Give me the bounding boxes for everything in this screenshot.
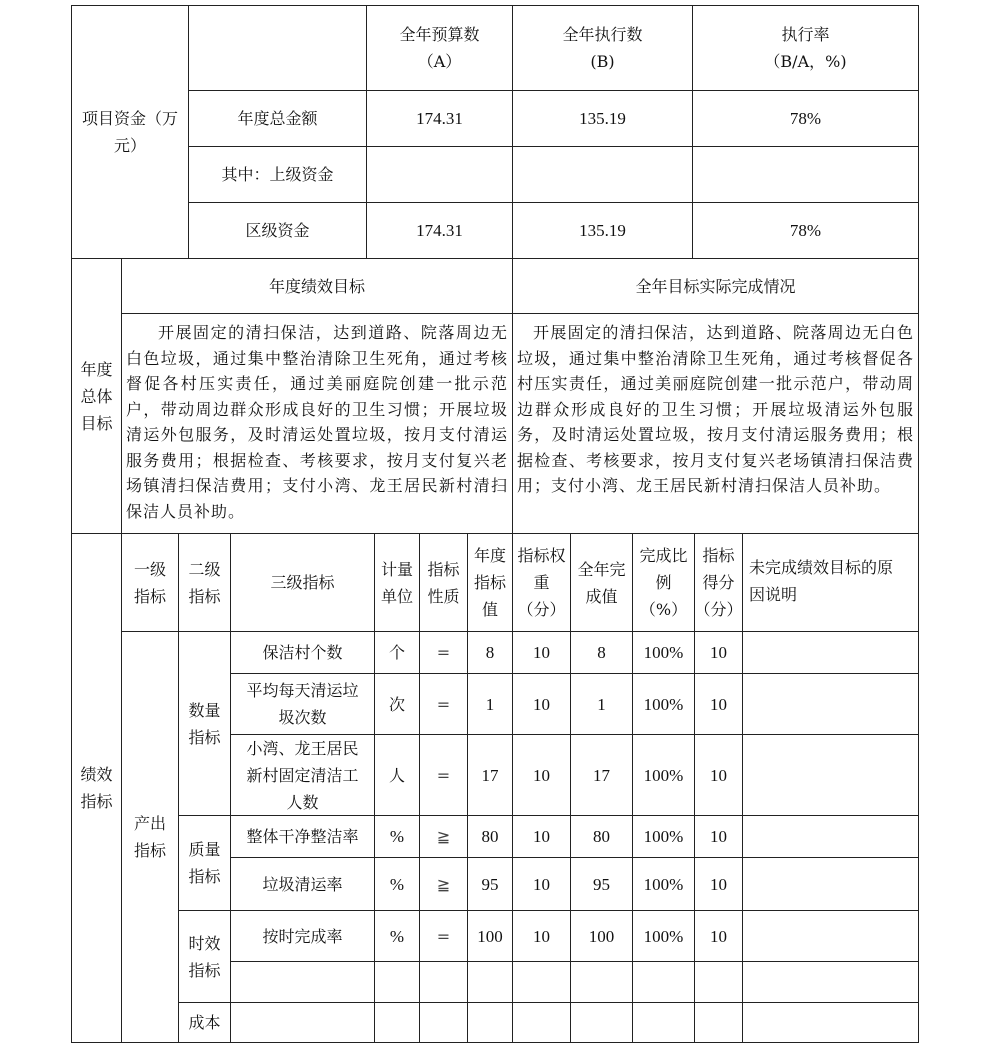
indicator-target: 80 bbox=[481, 827, 499, 846]
indicator-target: 17 bbox=[481, 765, 499, 785]
header-nature: 指标 性质 bbox=[427, 559, 460, 606]
indicator-unit: % bbox=[389, 926, 405, 946]
header-level1: 一级 指标 bbox=[133, 559, 166, 606]
level1-output: 产出 指标 bbox=[133, 814, 166, 860]
indicator-nature: ≧ bbox=[436, 827, 451, 846]
indicator-name: 保洁村个数 bbox=[262, 643, 343, 662]
indicator-nature: = bbox=[436, 926, 451, 946]
indicator-unit: % bbox=[389, 874, 405, 894]
indicator-nature: ≧ bbox=[436, 874, 451, 894]
funds-total-executed: 135.19 bbox=[579, 109, 626, 128]
header-budget: 全年预算数 （A） bbox=[399, 25, 480, 71]
indicator-score: 10 bbox=[710, 643, 727, 662]
header-level3: 三级指标 bbox=[270, 573, 335, 592]
indicator-ratio: 100% bbox=[643, 926, 684, 946]
indicator-weight: 10 bbox=[533, 926, 550, 946]
group-quality: 质量 指标 bbox=[188, 840, 221, 886]
header-target: 年度 指标 值 bbox=[473, 546, 506, 619]
indicator-actual: 80 bbox=[593, 827, 610, 846]
indicator-weight: 10 bbox=[533, 694, 550, 714]
indicator-score: 10 bbox=[710, 874, 727, 894]
group-timeliness: 时效 指标 bbox=[188, 933, 221, 980]
goals-target-text: 开展固定的清扫保洁，达到道路、院落周边无白色垃圾，通过集中整治清除卫生死角，通过考核督促各村压实责任，通过美丽庭院创建一批示范户，带动周边群众形成良好的卫生习惯；开展垃圾清运外包服务，及时清运处置垃圾，按月支付清运服务费用；根据检查、考核要求，按月支付复兴老场镇清扫保洁费用；支付小湾、龙王居民新村清扫保洁人员补助。 bbox=[126, 323, 508, 521]
header-executed: 全年执行数 (B) bbox=[562, 25, 643, 71]
goals-target-header: 年度绩效目标 bbox=[268, 276, 365, 296]
funds-total-budget: 174.31 bbox=[416, 109, 463, 128]
indicator-name: 按时完成率 bbox=[262, 926, 343, 946]
funds-district-budget: 174.31 bbox=[416, 221, 463, 240]
indicator-name: 小湾、龙王居民 新村固定清洁工 人数 bbox=[246, 738, 359, 812]
funds-row-label-superior: 其中：上级资金 bbox=[221, 165, 334, 184]
group-quantity: 数量 指标 bbox=[188, 700, 221, 747]
indicator-actual: 8 bbox=[597, 643, 606, 662]
indicator-score: 10 bbox=[710, 765, 727, 785]
indicator-target: 8 bbox=[485, 643, 495, 662]
funds-district-executed: 135.19 bbox=[579, 221, 626, 240]
indicator-unit: 个 bbox=[388, 643, 405, 662]
indicator-unit: % bbox=[389, 827, 405, 846]
header-actual: 全年完 成值 bbox=[577, 559, 626, 606]
indicator-target: 95 bbox=[481, 874, 499, 894]
indicator-weight: 10 bbox=[533, 827, 550, 846]
goals-actual-text: 开展固定的清扫保洁，达到道路、院落周边无白色垃圾，通过集中整治清除卫生死角，通过考核督促各村压实责任，通过美丽庭院创建一批示范户，带动周边群众形成良好的卫生习惯；开展垃圾清运外包服务，及时清运处置垃圾，按月支付清运服务费用；根据检查、考核要求，按月支付复兴老场镇清扫保洁费用；支付小湾、龙王居民新村清扫保洁人员补助。 bbox=[517, 323, 914, 495]
indicator-nature: = bbox=[436, 643, 451, 662]
funds-row-label: 项目资金（万 元） bbox=[81, 109, 178, 155]
indicator-target: 1 bbox=[485, 694, 495, 714]
header-level2: 二级 指标 bbox=[188, 559, 221, 606]
indicator-name: 垃圾清运率 bbox=[262, 874, 343, 894]
header-score: 指标 得分 （分） bbox=[694, 546, 743, 619]
group-cost: 成本 bbox=[188, 1013, 221, 1032]
goals-actual-header: 全年目标实际完成情况 bbox=[635, 276, 796, 296]
header-weight: 指标权 重 （分） bbox=[517, 546, 566, 619]
header-unit: 计量 单位 bbox=[380, 559, 413, 606]
indicator-actual: 1 bbox=[597, 694, 606, 714]
indicator-actual: 95 bbox=[593, 874, 610, 894]
funds-district-rate: 78% bbox=[789, 221, 822, 240]
indicator-nature: = bbox=[436, 765, 451, 785]
indicator-weight: 10 bbox=[533, 874, 550, 894]
header-rate: 执行率 （B/A，%) bbox=[764, 25, 847, 71]
indicator-score: 10 bbox=[710, 827, 727, 846]
indicator-unit: 次 bbox=[388, 694, 405, 714]
indicator-score: 10 bbox=[710, 926, 727, 946]
indicator-ratio: 100% bbox=[643, 765, 684, 785]
indicators-row-label: 绩效 指标 bbox=[80, 765, 113, 811]
header-ratio: 完成比 例 （%） bbox=[639, 546, 688, 619]
indicator-name: 整体干净整洁率 bbox=[246, 827, 359, 846]
funds-row-label-district: 区级资金 bbox=[245, 221, 310, 240]
funds-superior-rate bbox=[693, 147, 918, 202]
indicator-ratio: 100% bbox=[643, 874, 684, 894]
indicator-ratio: 100% bbox=[643, 827, 684, 846]
indicator-score: 10 bbox=[710, 694, 727, 714]
funds-row-label-total: 年度总金额 bbox=[237, 109, 318, 128]
funds-superior-executed bbox=[513, 147, 692, 202]
indicator-weight: 10 bbox=[533, 643, 550, 662]
indicator-nature: = bbox=[436, 694, 451, 714]
indicator-target: 100 bbox=[477, 926, 503, 946]
indicator-name: 平均每天清运垃 圾次数 bbox=[246, 681, 359, 727]
indicator-actual: 100 bbox=[588, 926, 615, 946]
funds-superior-budget bbox=[367, 147, 512, 202]
indicator-ratio: 100% bbox=[643, 694, 684, 714]
indicator-actual: 17 bbox=[593, 765, 610, 785]
header-reason: 未完成绩效目标的原 因说明 bbox=[749, 558, 894, 604]
indicator-weight: 10 bbox=[533, 765, 550, 785]
funds-total-rate: 78% bbox=[789, 109, 822, 128]
indicator-unit: 人 bbox=[388, 765, 405, 785]
goals-row-label: 年度 总体 目标 bbox=[80, 359, 113, 433]
indicator-ratio: 100% bbox=[643, 643, 684, 662]
